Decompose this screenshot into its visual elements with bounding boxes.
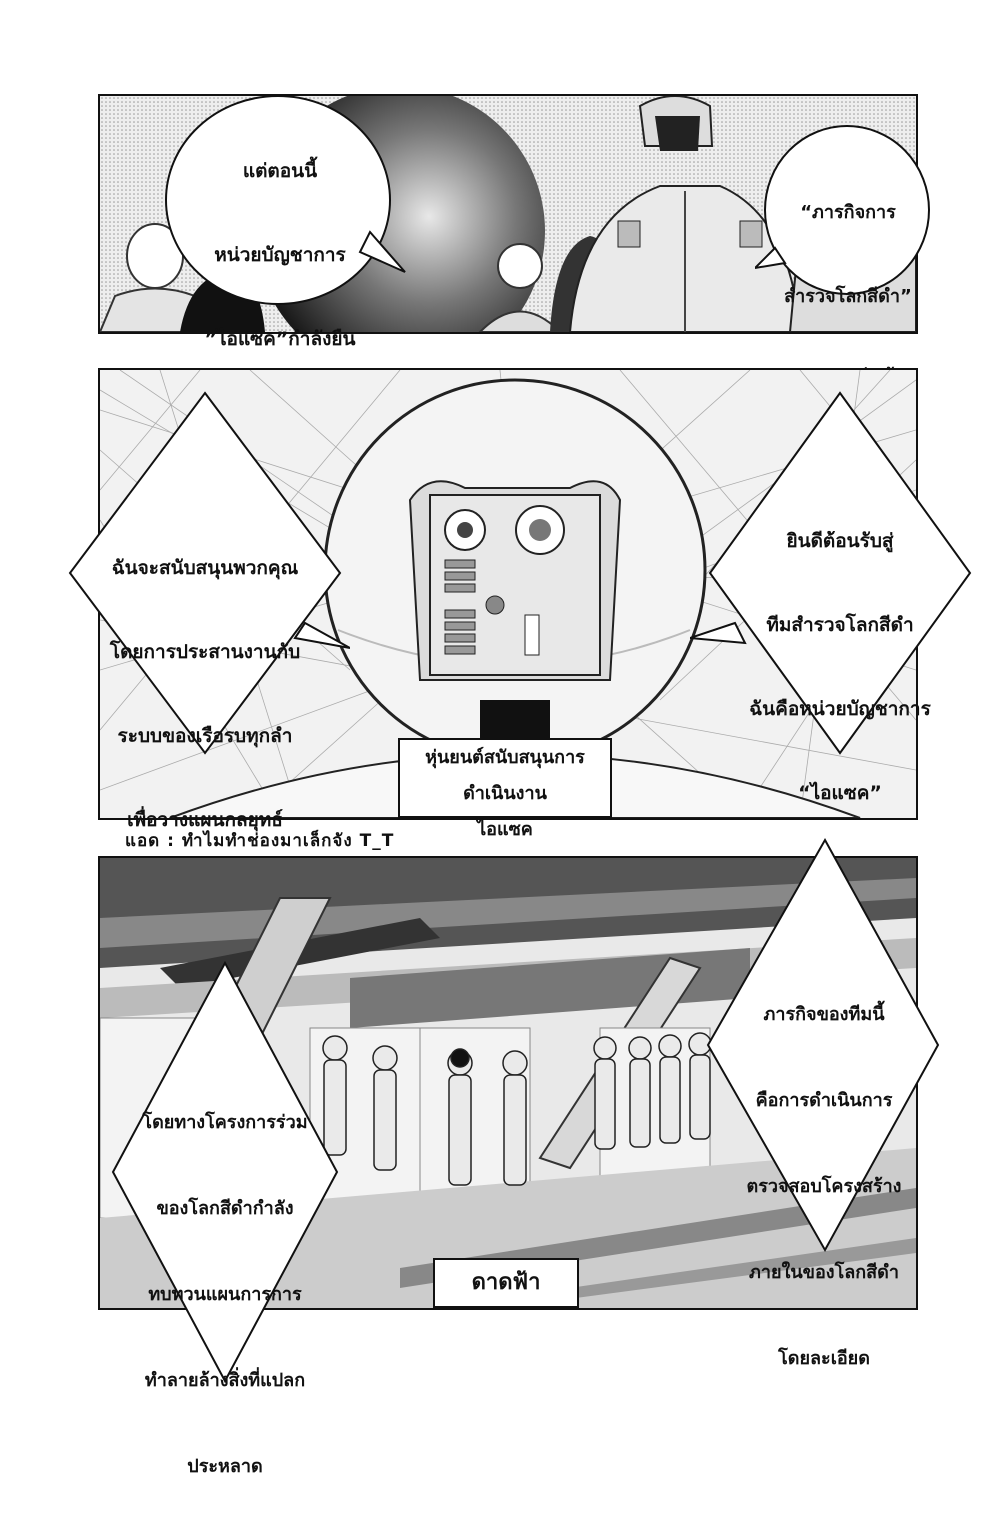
bubble-line: สำรวจโลกสีดำ”: [784, 286, 912, 307]
bubble-line: หน่วยบัญชาการ: [214, 244, 346, 266]
bubble-line: โดยการประสานงานกับ: [109, 641, 301, 663]
caption-box: ดาดฟ้า: [433, 1258, 579, 1308]
bubble-line: ทำลายล้างสิ่งที่แปลก: [144, 1370, 306, 1391]
caption-line: หุ่นยนต์สนับสนุนการดำเนินงาน: [425, 747, 585, 804]
bubble-line: เพื่อวางแผนกลยุทธ์: [127, 809, 283, 831]
bubble-line: ทีมสำรวจโลกสีดำ: [766, 614, 914, 636]
bubble-line: ระบบของเรือรบทุกลำ: [117, 725, 293, 747]
translator-note: แอด : ทำไมทำช่องมาเล็กจัง T_T: [125, 831, 395, 851]
caption-line: ไอแซค: [477, 819, 533, 840]
bubble-line: โดยละเอียด: [778, 1348, 870, 1369]
bubble-line: คือการดำเนินการ: [755, 1090, 893, 1111]
bubble-line: แต่ตอนนี้: [242, 160, 318, 182]
bubble-line: “ภารกิจการ: [800, 202, 896, 223]
bubble-line: โดยทางโครงการร่วม: [142, 1112, 308, 1133]
bubble-line: ”ไอแซค”กำลังยืน: [204, 328, 356, 350]
bubble-line: ทบทวนแผนการการ: [148, 1284, 302, 1305]
bubble-line: ยินดีต้อนรับสู่: [786, 530, 894, 552]
bubble-line: ฉันจะสนับสนุนพวกคุณ: [111, 557, 299, 579]
bubble-line: ประหลาด: [187, 1456, 263, 1477]
bubble-line: ฉันคือหน่วยบัญชาการ: [749, 698, 931, 720]
bubble-line: “ไอแซค”: [798, 782, 882, 804]
bubble-line: ภายในของโลกสีดำ: [749, 1262, 899, 1283]
bubble-line: ของโลกสีดำกำลัง: [156, 1198, 294, 1219]
caption-box: [398, 738, 612, 840]
bubble-line: ตรวจสอบโครงสร้าง: [746, 1176, 902, 1197]
bubble-line: ภารกิจของทีมนี้: [763, 1004, 885, 1025]
